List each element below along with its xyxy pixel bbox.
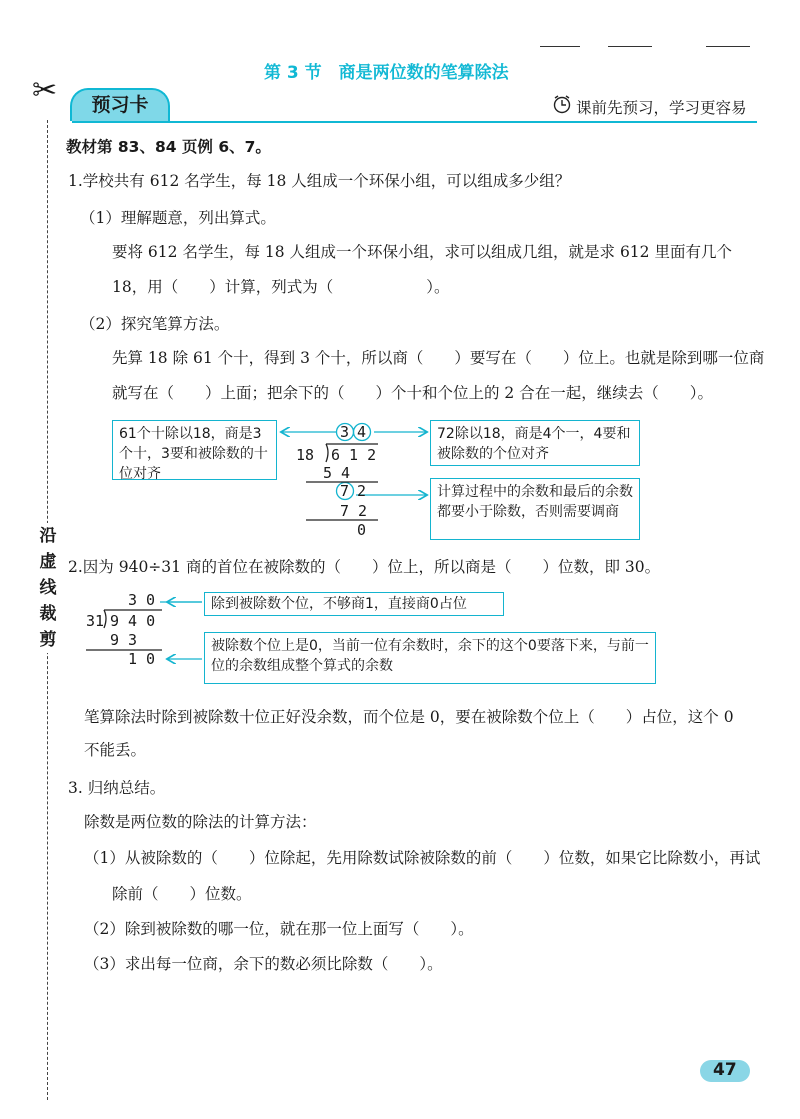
q2-box-bottom: 被除数个位上是0，当前一位有余数时，余下的这个0要落下来，与前一位的余数组成整个算式的余数 <box>204 632 656 684</box>
q2-step1: 9 3 <box>110 631 138 649</box>
q1-title: 1.学校共有 612 名学生，每 18 人组成一个环保小组，可以组成多少组？ <box>68 172 571 190</box>
q3-step1-line2: 除前（ ）位数。 <box>112 885 252 903</box>
q1-box-right-top: 72除以18，商是4个一，4要和被除数的个位对齐 <box>430 420 640 466</box>
q3-step1-line1: （1）从被除数的（ ）位除起，先用除数试除被除数的前（ ）位数，如果它比除数小，再试 <box>84 849 761 867</box>
textbook-reference: 教材第 83、84 页例 6、7。 <box>66 138 271 156</box>
section-title: 第 3 节 商是两位数的笔算除法 <box>264 63 509 83</box>
q1-step1: 5 4 <box>323 464 351 482</box>
q1-quotient-tens: 3 <box>340 423 350 441</box>
q1-part1: （1）理解题意，列出算式。 <box>80 209 276 227</box>
cut-char: 剪 <box>38 627 58 653</box>
slogan: 课前先预习，学习更容易 <box>576 99 747 117</box>
q3-step3: （3）求出每一位商，余下的数必须比除数（ ）。 <box>84 955 443 973</box>
q1-final: 0 <box>357 521 367 539</box>
q3-intro: 除数是两位数的除法的计算方法： <box>84 813 317 831</box>
q1-step2: 7 2 <box>340 502 368 520</box>
q2-note-line1: 笔算除法时除到被除数十位正好没余数，而个位是 0，要在被除数个位上（ ）占位，这个 0 <box>84 708 734 726</box>
scissors-icon: ✂ <box>32 73 58 108</box>
q2-title: 2.因为 940÷31 商的首位在被除数的（ ）位上，所以商是（ ）位数，即 30。 <box>68 558 661 576</box>
q1-divisor: 18 <box>296 446 315 464</box>
q1-remainder-tens: 7 <box>340 482 350 500</box>
q3-title: 3. 归纳总结。 <box>68 779 166 797</box>
q2-divisor: 31 <box>86 612 105 630</box>
q1-quotient-ones: 4 <box>357 423 367 441</box>
page-number: 47 <box>713 1060 737 1080</box>
cut-char: 线 <box>38 575 58 601</box>
q1-part2-line2: 就写在（ ）上面；把余下的（ ）个十和个位上的 2 合在一起，继续去（ ）。 <box>112 384 713 402</box>
q1-part2: （2）探究笔算方法。 <box>80 315 230 333</box>
q1-remainder-ones: 2 <box>357 482 367 500</box>
cut-char: 裁 <box>38 601 58 627</box>
cut-char: 虚 <box>38 549 58 575</box>
q2-remainder: 1 0 <box>128 650 156 668</box>
q1-dividend: 6 1 2 <box>331 446 377 464</box>
q1-part1-line2: 18，用（ ）计算，列式为（ ）。 <box>112 278 450 296</box>
q1-part1-line1: 要将 612 名学生，每 18 人组成一个环保小组，求可以组成几组，就是求 612 里面有几个 <box>112 243 732 261</box>
q2-note-line2: 不能丢。 <box>84 741 147 759</box>
cut-char: 沿 <box>38 523 58 549</box>
q1-box-left: 61个十除以18，商是3个十，3要和被除数的十位对齐 <box>112 420 277 480</box>
q1-box-right-bottom: 计算过程中的余数和最后的余数都要小于除数，否则需要调商 <box>430 478 640 540</box>
preview-card-label: 预习卡 <box>91 94 149 116</box>
q2-dividend: 9 4 0 <box>110 612 156 630</box>
q3-step2: （2）除到被除数的哪一位，就在那一位上面写（ ）。 <box>84 920 474 938</box>
q2-quotient: 3 0 <box>128 591 156 609</box>
q1-part2-line1: 先算 18 除 61 个十，得到 3 个十，所以商（ ）要写在（ ）位上。也就是除到哪一位商 <box>112 349 765 367</box>
q2-box-top: 除到被除数个位，不够商1，直接商0占位 <box>204 592 504 616</box>
